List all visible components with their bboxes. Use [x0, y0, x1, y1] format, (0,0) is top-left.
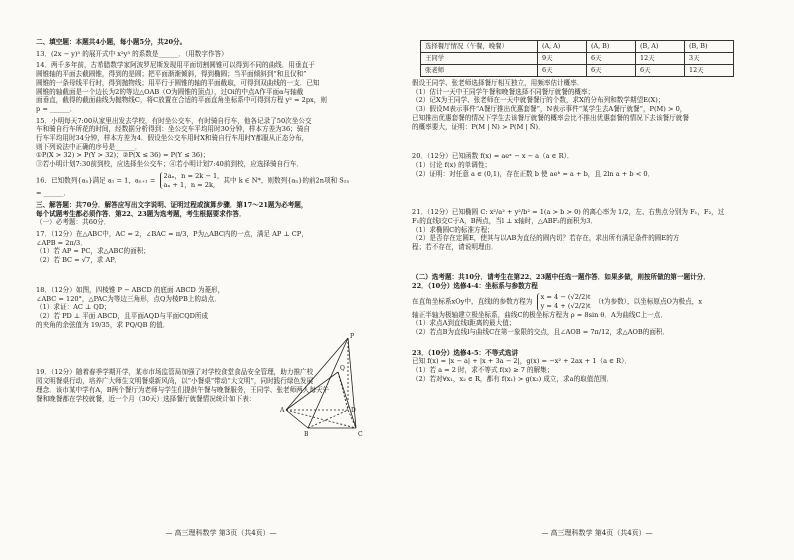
question-20: 20．（12分）已知函数 f(x) = aeˣ − x − a（a ∈ R）． （1）讨论 f(x) 的单调性； （2）证明：对任意 a ∈ (0,1)，存在正数 b 使 aeᵇ = a + b，且 2ln a + b < 0．: [412, 152, 655, 178]
section-solution-title: 三、解答题：共70分．解答应写出文字说明、证明过程或演算步骤．第17～21题为必考题， 每个试题考生都必须作答．第22、23题为选考题，考生根据要求作答． （一）必考题：共60分．: [36, 200, 308, 227]
table-row: 王同学 9天 6天 12天 3天: [421, 53, 734, 65]
label-C: C: [358, 431, 363, 438]
piecewise-brace: 2aₙ，n = 2k − 1, aₙ + 1，n = 2k,: [160, 172, 220, 189]
question-23: 23．（10分）选修4-5：不等式选讲 已知 f(x) = |x − a| + |x + 3a − 2|，g(x) = −x² + 2ax + 1（a ∈ R）． （1）若 a = 2 时，求不等式 f(x) ≥ 7 的解集； （2）若对∀x₁，x₂ ∈ R，都有 f(x₁) > g(x₂) 成立，求a的取值范围．: [412, 348, 631, 383]
label-B: B: [304, 431, 309, 438]
right-column: [412, 40, 782, 384]
label-Q: Q: [340, 365, 345, 372]
question-22: 在直角坐标系xOy中，直线l的参数方程为 x = 4 − (√2/2)t y = 4 + (√2/2)t （t为参数），以坐标原点O为极点，x 轴正半轴为极轴建立极坐标系，曲线C的极坐标方程为 ρ = 8sin θ．A为曲线C上一点． （1）求点A到直线l距离的最大值； （2）若点B为直线l与曲线C在第一象限的交点，且∠AOB = 7π/12，求△AOB的面积．: [412, 293, 703, 337]
page-footer-left: — 高三理科数学 第3页（共4页）—: [165, 529, 277, 537]
question-16: 16．已知数列{aₙ}满足 a₁ = 1，aₙ₊₁ = 2aₙ，n = 2k − 1, aₙ + 1，n = 2k, 其中 k ∈ N*，则数列{aₙ}的前2n项和 S₂ₙ = ______．: [36, 171, 350, 198]
label-P: P: [350, 333, 355, 340]
table-header-row: 选择餐厅情况（午餐，晚餐） (A, A) (A, B) (B, A) (B, B): [421, 41, 734, 53]
question-14: 14．两千多年前，古希腊数学家阿波罗尼斯发现用平面切割圆锥可以得到不同的曲线．用垂直于 圆锥轴的平面去截圆锥，得到的是圆；把平面渐渐倾斜，得到椭圆；当平面倾斜到“和且仅和” 圆锥的一条母线平行时，得到抛物线；用平行于圆锥的轴的平面截取，可得到双曲线的一支．已知 圆锥的轴截面是一个边长为2的等边△OAB（O为圆锥的顶点），过Oi的中点A作平面α与轴截 面垂直，截得的截面曲线为抛物线C，将C放置在合适的平面直角坐标系中可得到方程 y² = 2px，则 p = ______．: [36, 61, 327, 113]
table-row: 张老师 6天 6天 6天 12天: [421, 65, 734, 77]
label-A: A: [280, 407, 285, 414]
dining-table: [420, 40, 734, 77]
question-15: 15．小明每天7:00从家里出发去学校，有时坐公交车，有时骑自行车，他各记录了50次坐公交 车和骑自行车所花的时间，经数据分析得到：坐公交车平均用时30分钟，样本方差为36；骑自 行车平均用时34分钟，样本方差为4．假设坐公交车用时X和骑自行车用时Y都服从正态分布， 则下列说法中正确的序号是______． ①P(X > 32) > P(Y > 32)；②P(X ≤ 36) = P(Y ≤ 36)； ③若小明计划7:30前到校，应选择坐公交车；④若小明计划7:40前到校，应选择骑自行车．: [36, 116, 312, 169]
question-18: 18．（12分）如图，四棱锥 P − ABCD 的底面 ABCD 为菱形， ∠ABC = 120°，△PAC为等边三角形，点Q为棱PB上的动点． （1）求证：AC ⊥ QD； （2）若 PD ⊥ 平面 ABCD，且平面AQD与平面CQD所成 的夹角的余弦值为 19/35，求 PQ/QB 的值．: [36, 285, 225, 329]
page-footer-right: — 高三理科数学 第4页（共4页）—: [541, 529, 653, 537]
question-19-continued: 假设王同学、张老师选择餐厅相互独立，用频率估计概率． （1）估计一天中王同学午餐和晚餐选择不同餐厅就餐的概率； （2）记X为王同学、张老师在一天中就餐餐厅的个数，求X的分布列和数学期望E(X)； （3）假设M表示事件“A餐厅推出优惠套餐”，N表示事件“某学生去A餐厅就餐”，P(M) > 0， 已知推出优惠套餐的情况下学生去该餐厅就餐的概率会比不推出优惠套餐的情况下去该餐厅就餐 的概率要大，证明：P(M | N) > P(M | N̄)．: [412, 79, 689, 131]
parametric-brace: x = 4 − (√2/2)t y = 4 + (√2/2)t: [537, 293, 591, 310]
question-19: 19．（12分）随着春季学期开学，某市市场监管局加强了对学校食堂食品安全管理，助力推广校 园文明餐桌行动，培养广大师生文明餐桌新风尚，以“小餐桌”带动“大文明”，同时践行绿色发展 理念．该市某中学有A，B两个餐厅为老师与学生们提供午餐与晚餐服务，王同学、张老师两人每天午 餐和晚餐都在学校就餐，近一个月（30天）选择餐厅就餐情况统计如下表：: [36, 368, 330, 403]
question-21: 21．（12分）已知椭圆 C: x²/a² + y²/b² = 1(a > b > 0) 的离心率为 1/2，左、右焦点分别为 F₁，F₂，过 F₁的直线l交C于A，B两点，当l ⊥ x轴时，△ABF₂的面积为3． （1）求椭圆C的标准方程； （2）是否存在定圆E，使其与以AB为直径的圆内切？若存在，求出所有满足条件的圆E的方 程；若不存在，请说明理由．: [412, 208, 725, 252]
optional-section-title: （二）选考题：共10分．请考生在第22、23题中任选一题作答．如果多做，则按所做的第一题计分． 22．（10分）选修4-4：坐标系与参数方程: [412, 272, 710, 290]
label-D: D: [351, 407, 356, 414]
section-fill-blank-title: 二、填空题：本题共4小题，每小题5分，共20分。: [36, 38, 187, 46]
question-17: 17．（12分）在△ABC中，AC = 2，∠BAC = π/3，P为△ABC内的一点，满足 AP ⊥ CP， ∠APB = 2π/3． （1）若 AP = PC，求△ABC的面积； （2）若 BC = √7，求 AP．: [36, 230, 308, 265]
question-13: 13．(2x − y)⁵ 的展开式中 x²y³ 的系数是______．（用数字作答）: [36, 49, 228, 58]
pyramid-figure: [278, 330, 368, 440]
